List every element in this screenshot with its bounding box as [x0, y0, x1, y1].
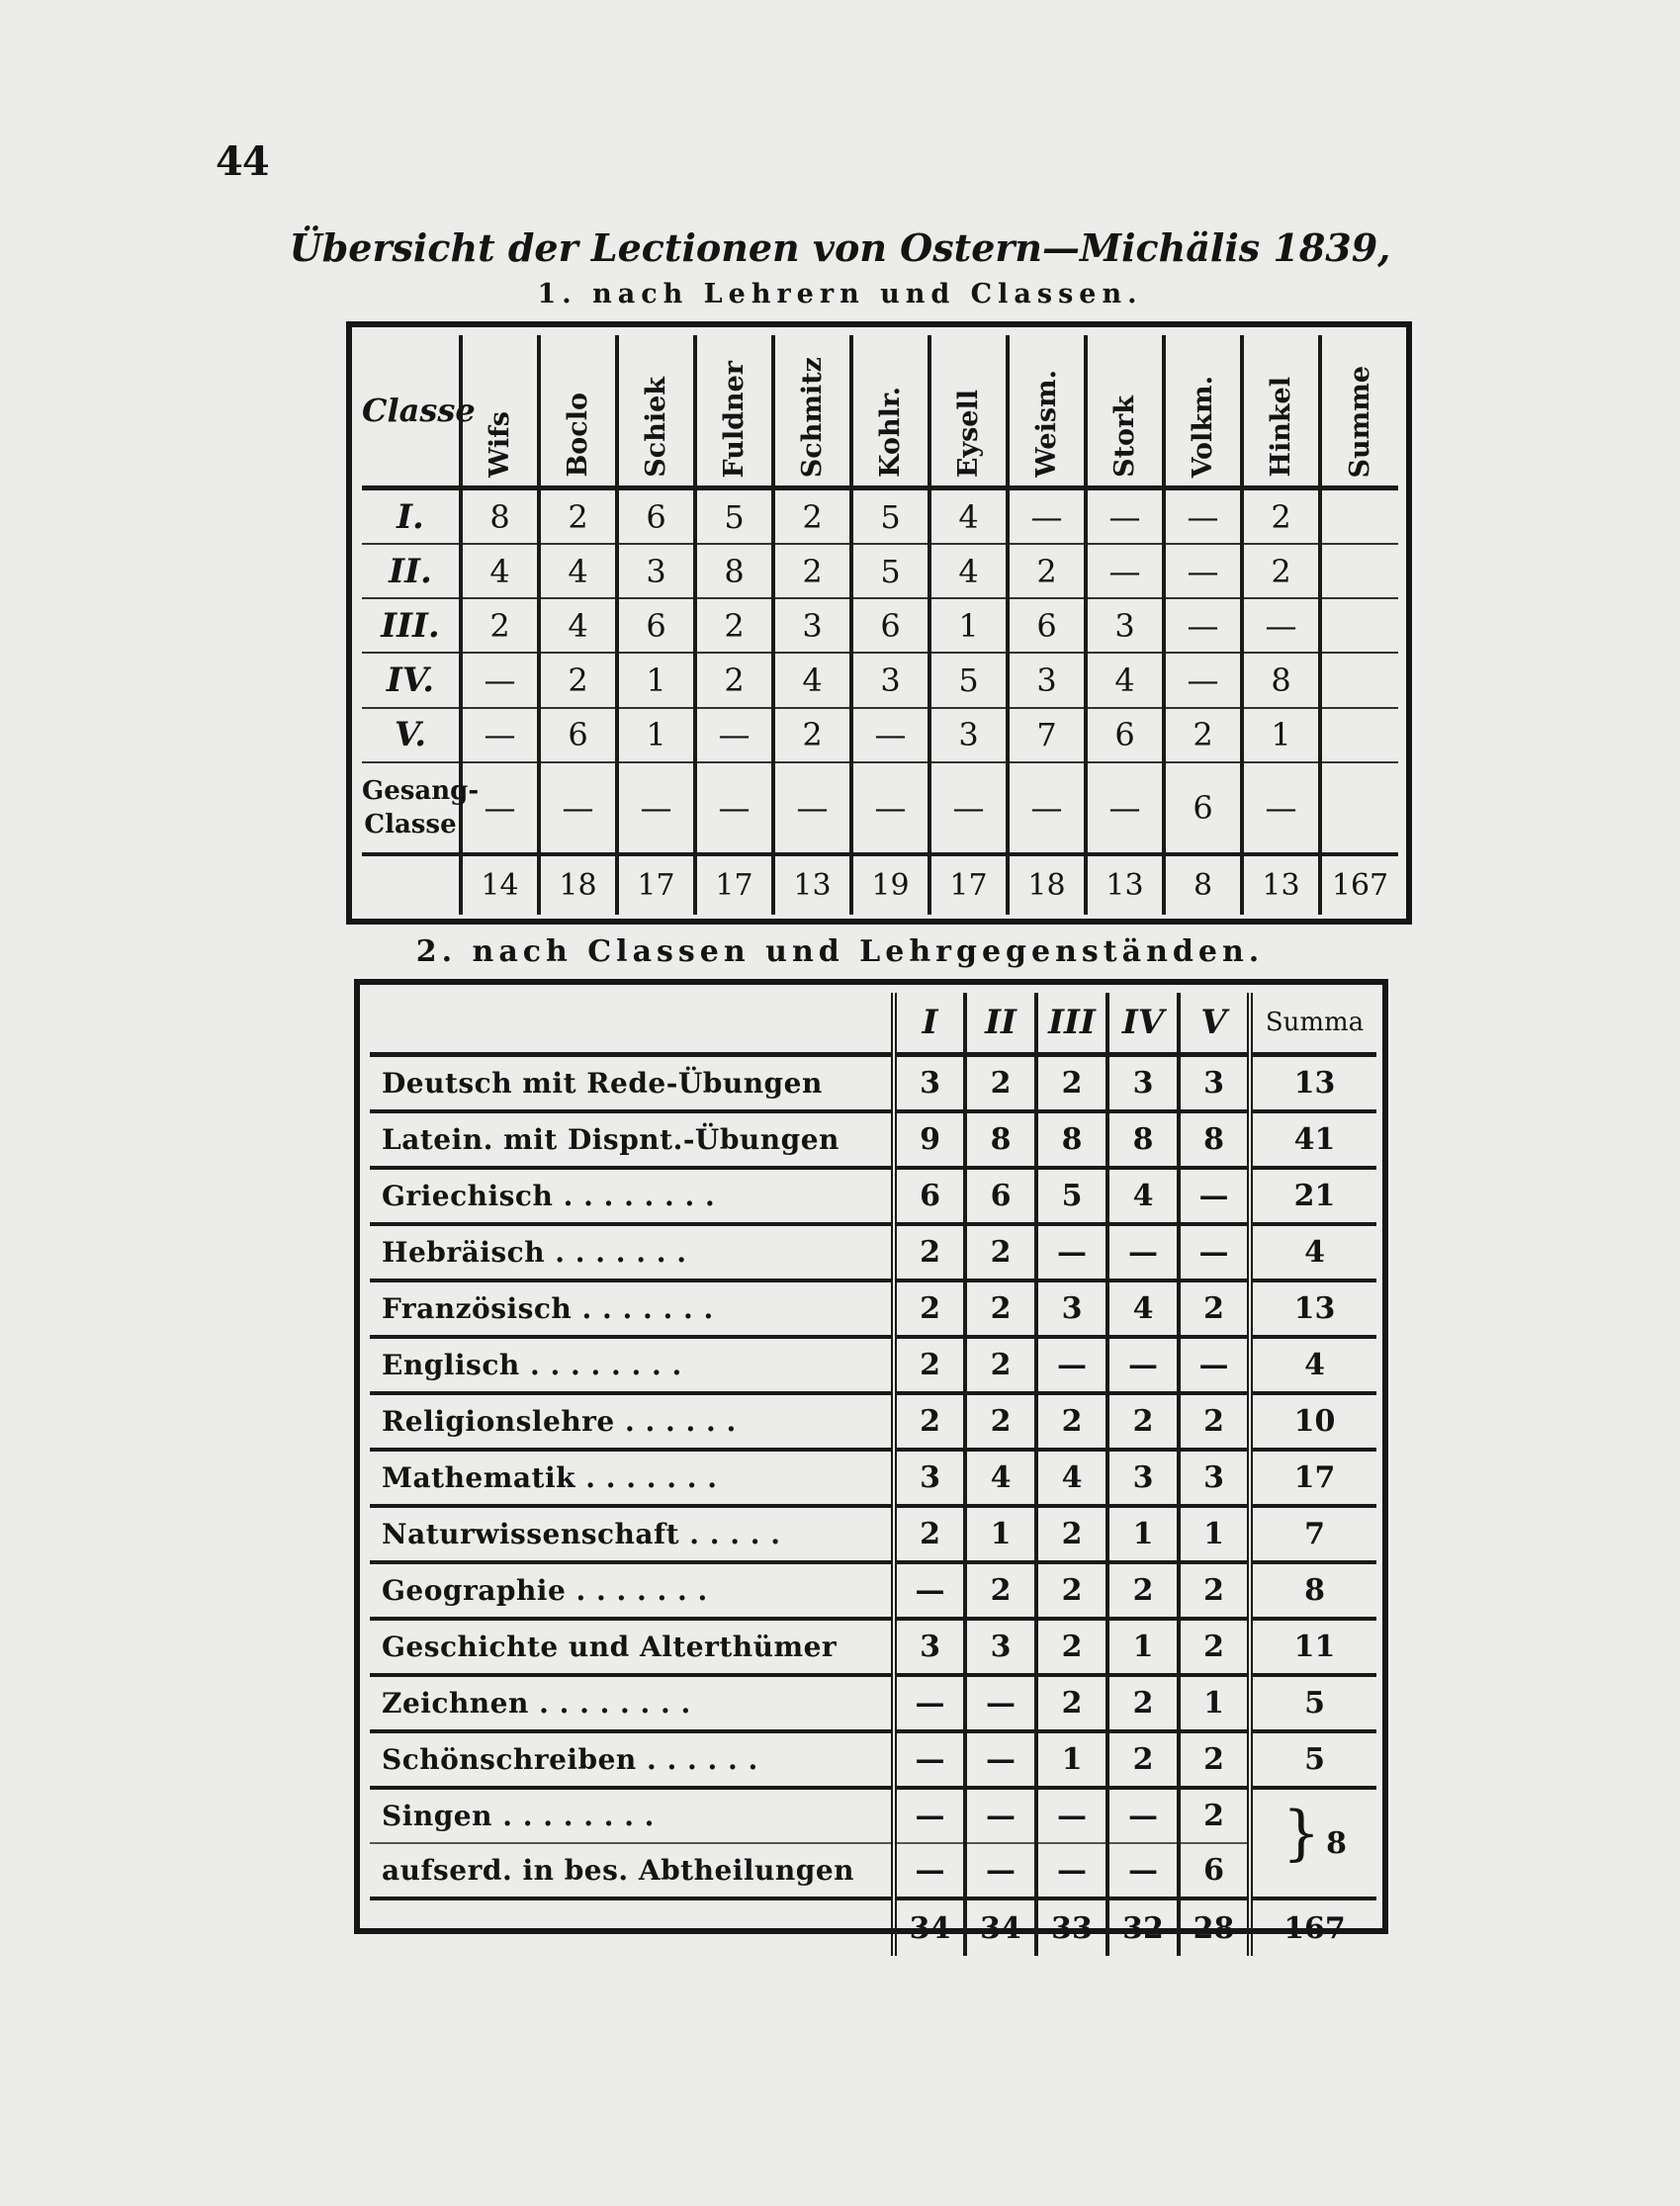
- table-cell: 6: [539, 708, 617, 762]
- table-cell: 1: [1107, 1619, 1179, 1675]
- table-cell: 9: [894, 1111, 965, 1168]
- subject-label: Hebräisch . . . . . . .: [370, 1224, 894, 1280]
- table-cell: 1: [1107, 1506, 1179, 1562]
- table-cell: —: [965, 1675, 1036, 1731]
- table-cell: 2: [773, 544, 851, 598]
- table-row: [362, 598, 1398, 653]
- class-header: III: [1036, 993, 1107, 1055]
- row-sum: 10: [1250, 1393, 1376, 1450]
- table-cell: 6: [1179, 1843, 1250, 1898]
- table-cell: —: [1036, 1843, 1107, 1898]
- table-cell: 3: [1086, 598, 1164, 653]
- table-cell: 5: [695, 488, 773, 545]
- table-cell: —: [1242, 762, 1320, 854]
- table-cell: —: [1008, 762, 1086, 854]
- totals-label: [370, 1898, 894, 1956]
- table-cell: —: [539, 762, 617, 854]
- table-cell: 7: [1008, 708, 1086, 762]
- subject-label: Geschichte und Alterthümer: [370, 1619, 894, 1675]
- subject-label: Zeichnen . . . . . . . .: [370, 1675, 894, 1731]
- table-cell: 2: [1242, 488, 1320, 545]
- table-cell: 8: [1036, 1111, 1107, 1168]
- class-header: V: [1179, 993, 1250, 1055]
- row-label: I.: [362, 488, 461, 545]
- table-cell: 4: [929, 488, 1008, 545]
- table-cell: 2: [1036, 1675, 1107, 1731]
- table-cell: 2: [1179, 1788, 1250, 1843]
- table-cell: 2: [1179, 1619, 1250, 1675]
- table-cell: —: [894, 1843, 965, 1898]
- table-cell: 6: [617, 488, 695, 545]
- table-row: [370, 1731, 1376, 1788]
- table-cell: —: [1179, 1337, 1250, 1393]
- table-cell: —: [1008, 488, 1086, 545]
- table-cell: 1: [929, 598, 1008, 653]
- table-row: [370, 1280, 1376, 1337]
- table-cell: 8: [1242, 653, 1320, 707]
- table-cell: —: [1179, 1168, 1250, 1224]
- classe-header: Classe: [362, 335, 461, 488]
- row-sum: 41: [1250, 1111, 1376, 1168]
- row-label: [362, 854, 461, 915]
- table-row: [370, 1619, 1376, 1675]
- teacher-header: Volkm.: [1164, 335, 1242, 488]
- table-cell: 1: [965, 1506, 1036, 1562]
- table-row: [362, 854, 1398, 915]
- table-cell: 4: [539, 598, 617, 653]
- table-cell: 2: [695, 598, 773, 653]
- table-cell: 2: [894, 1337, 965, 1393]
- table-row: [370, 1337, 1376, 1393]
- teacher-header: Schiek: [617, 335, 695, 488]
- table-cell: 2: [1036, 1393, 1107, 1450]
- table-cell: —: [1164, 653, 1242, 707]
- summa-header: Summa: [1250, 993, 1376, 1055]
- lessons-by-subject-table: [354, 979, 1388, 1946]
- table-cell: 8: [695, 544, 773, 598]
- table-cell: 8: [461, 488, 539, 545]
- lessons-by-teacher-table: [346, 321, 1412, 925]
- table-cell: 2: [1107, 1675, 1179, 1731]
- table-cell: —: [965, 1731, 1036, 1788]
- table-cell: 2: [539, 488, 617, 545]
- merged-sum-value: 8: [1326, 1825, 1348, 1861]
- row-sum: 17: [1250, 1450, 1376, 1506]
- table-cell: 3: [617, 544, 695, 598]
- table-cell: 167: [1320, 854, 1398, 915]
- table-row: [362, 488, 1398, 545]
- table-cell: —: [773, 762, 851, 854]
- table-cell: 1: [1242, 708, 1320, 762]
- table-row: [362, 762, 1398, 854]
- teacher-header: Wifs: [461, 335, 539, 488]
- table-row: [362, 708, 1398, 762]
- row-sum: 4: [1250, 1224, 1376, 1280]
- table-cell: 2: [894, 1506, 965, 1562]
- table-cell: 17: [617, 854, 695, 915]
- page-title: Übersicht der Lectionen von Ostern—Michälis 1839,: [289, 225, 1391, 270]
- table-cell: —: [1107, 1788, 1179, 1843]
- table-cell: 13: [1242, 854, 1320, 915]
- subject-label: Singen . . . . . . . .: [370, 1788, 894, 1843]
- row-sum: 8: [1250, 1562, 1376, 1619]
- table-cell: 2: [965, 1224, 1036, 1280]
- table-cell: 4: [1107, 1168, 1179, 1224]
- row-label: V.: [362, 708, 461, 762]
- total-cell: 28: [1179, 1898, 1250, 1956]
- table-cell: [1320, 708, 1398, 762]
- table-cell: [1320, 544, 1398, 598]
- table-row: [370, 1168, 1376, 1224]
- class-header: IV: [1107, 993, 1179, 1055]
- table-cell: —: [894, 1675, 965, 1731]
- table-row: [370, 1675, 1376, 1731]
- row-label: II.: [362, 544, 461, 598]
- table-cell: 17: [929, 854, 1008, 915]
- table-cell: 3: [1179, 1055, 1250, 1112]
- teacher-header: Eysell: [929, 335, 1008, 488]
- total-cell: 34: [965, 1898, 1036, 1956]
- total-cell: 32: [1107, 1898, 1179, 1956]
- row-sum: 11: [1250, 1619, 1376, 1675]
- teacher-header: Stork: [1086, 335, 1164, 488]
- table-cell: —: [1179, 1224, 1250, 1280]
- table-cell: 6: [1086, 708, 1164, 762]
- table-cell: 4: [539, 544, 617, 598]
- table-cell: 2: [1036, 1055, 1107, 1112]
- table-cell: —: [461, 762, 539, 854]
- table-cell: —: [1107, 1843, 1179, 1898]
- table1-subtitle: 1. nach Lehrern und Classen.: [537, 279, 1143, 309]
- table-row: [362, 653, 1398, 707]
- table-cell: 19: [851, 854, 929, 915]
- table-cell: 4: [773, 653, 851, 707]
- table-cell: 4: [965, 1450, 1036, 1506]
- table-cell: 2: [695, 653, 773, 707]
- table-cell: [1320, 488, 1398, 545]
- table-cell: —: [965, 1843, 1036, 1898]
- teacher-header: Kohlr.: [851, 335, 929, 488]
- table-cell: 2: [965, 1055, 1036, 1112]
- table-cell: —: [1086, 762, 1164, 854]
- brace-symbol: }: [1282, 1798, 1321, 1868]
- table-cell: 2: [539, 653, 617, 707]
- row-sum: 13: [1250, 1055, 1376, 1112]
- table-cell: 2: [965, 1337, 1036, 1393]
- summe-header: Summe: [1320, 335, 1398, 488]
- table-cell: 13: [773, 854, 851, 915]
- table-cell: 2: [1008, 544, 1086, 598]
- table-cell: [1320, 653, 1398, 707]
- table-cell: 8: [1164, 854, 1242, 915]
- table-cell: 6: [965, 1168, 1036, 1224]
- table-cell: [1320, 598, 1398, 653]
- table-cell: 2: [1179, 1731, 1250, 1788]
- table-cell: —: [1242, 598, 1320, 653]
- table-row: [370, 1562, 1376, 1619]
- table-cell: —: [1036, 1224, 1107, 1280]
- row-sum: 5: [1250, 1675, 1376, 1731]
- table-cell: [1320, 762, 1398, 854]
- table-cell: 2: [894, 1393, 965, 1450]
- table-cell: 4: [1086, 653, 1164, 707]
- subject-label: Schönschreiben . . . . . .: [370, 1731, 894, 1788]
- totals-row: [370, 1898, 1376, 1956]
- table-cell: 2: [1036, 1562, 1107, 1619]
- total-cell: 33: [1036, 1898, 1107, 1956]
- subject-label: Englisch . . . . . . . .: [370, 1337, 894, 1393]
- table-cell: 3: [894, 1055, 965, 1112]
- table-cell: —: [461, 653, 539, 707]
- table-cell: —: [1164, 598, 1242, 653]
- row-sum: 13: [1250, 1280, 1376, 1337]
- table-cell: 6: [851, 598, 929, 653]
- table-cell: 18: [1008, 854, 1086, 915]
- table-row: [370, 1224, 1376, 1280]
- table-cell: 3: [894, 1450, 965, 1506]
- table-cell: 3: [851, 653, 929, 707]
- table-cell: 1: [617, 653, 695, 707]
- table-cell: 4: [461, 544, 539, 598]
- subject-label: Latein. mit Dispnt.-Übungen: [370, 1111, 894, 1168]
- table-cell: —: [1107, 1337, 1179, 1393]
- table-cell: 3: [894, 1619, 965, 1675]
- table-cell: 2: [965, 1280, 1036, 1337]
- table-cell: 2: [1164, 708, 1242, 762]
- subject-label: Naturwissenschaft . . . . .: [370, 1506, 894, 1562]
- row-sum: 5: [1250, 1731, 1376, 1788]
- table-cell: 6: [894, 1168, 965, 1224]
- table-cell: 1: [1179, 1675, 1250, 1731]
- table-cell: 5: [851, 544, 929, 598]
- row-label: III.: [362, 598, 461, 653]
- table-cell: 3: [1179, 1450, 1250, 1506]
- table-row: [362, 544, 1398, 598]
- row-sum: 21: [1250, 1168, 1376, 1224]
- table-cell: 4: [1036, 1450, 1107, 1506]
- table-cell: 2: [1242, 544, 1320, 598]
- subject-header: [370, 993, 894, 1055]
- table-cell: —: [894, 1562, 965, 1619]
- table2-subtitle: 2. nach Classen und Lehrgegenständen.: [415, 934, 1265, 969]
- table-cell: 5: [1036, 1168, 1107, 1224]
- table-cell: 18: [539, 854, 617, 915]
- subject-label: Französisch . . . . . . .: [370, 1280, 894, 1337]
- table-cell: —: [617, 762, 695, 854]
- table-cell: 8: [965, 1111, 1036, 1168]
- merged-row-sum: [1250, 1788, 1376, 1898]
- table-cell: 2: [1036, 1619, 1107, 1675]
- table-cell: 3: [1036, 1280, 1107, 1337]
- table-cell: 3: [965, 1619, 1036, 1675]
- table-cell: 3: [1107, 1055, 1179, 1112]
- subject-label: Deutsch mit Rede-Übungen: [370, 1055, 894, 1112]
- table-cell: 2: [1107, 1731, 1179, 1788]
- table-cell: 2: [965, 1562, 1036, 1619]
- table-cell: —: [1107, 1224, 1179, 1280]
- table-cell: —: [1036, 1788, 1107, 1843]
- table-cell: 3: [1008, 653, 1086, 707]
- table-cell: 3: [929, 708, 1008, 762]
- teacher-header: Weism.: [1008, 335, 1086, 488]
- table-cell: —: [929, 762, 1008, 854]
- table-cell: 2: [1179, 1562, 1250, 1619]
- table-cell: 17: [695, 854, 773, 915]
- table-cell: 2: [1179, 1393, 1250, 1450]
- total-cell: 34: [894, 1898, 965, 1956]
- table-cell: 6: [1008, 598, 1086, 653]
- table-cell: —: [1036, 1337, 1107, 1393]
- table-cell: 8: [1179, 1111, 1250, 1168]
- teacher-header: Boclo: [539, 335, 617, 488]
- table-cell: 2: [1179, 1280, 1250, 1337]
- table-cell: 2: [461, 598, 539, 653]
- table-cell: —: [1086, 488, 1164, 545]
- table-row: [370, 1111, 1376, 1168]
- table-cell: —: [894, 1731, 965, 1788]
- table-row: [370, 1788, 1376, 1843]
- subject-label: Geographie . . . . . . .: [370, 1562, 894, 1619]
- page-number: 44: [216, 138, 269, 185]
- row-sum: 4: [1250, 1337, 1376, 1393]
- class-header: I: [894, 993, 965, 1055]
- table-cell: 5: [929, 653, 1008, 707]
- table-cell: 2: [773, 488, 851, 545]
- table-cell: 1: [1179, 1506, 1250, 1562]
- table-cell: —: [695, 708, 773, 762]
- class-header: II: [965, 993, 1036, 1055]
- row-label: IV.: [362, 653, 461, 707]
- table-cell: 2: [1107, 1562, 1179, 1619]
- table-cell: 2: [773, 708, 851, 762]
- table-cell: 5: [851, 488, 929, 545]
- teacher-header: Fuldner: [695, 335, 773, 488]
- table-cell: 2: [965, 1393, 1036, 1450]
- table-cell: 4: [1107, 1280, 1179, 1337]
- grand-total: 167: [1250, 1898, 1376, 1956]
- table-cell: —: [894, 1788, 965, 1843]
- table-cell: —: [1164, 488, 1242, 545]
- table-cell: —: [965, 1788, 1036, 1843]
- row-label: Gesang- Classe: [362, 762, 461, 854]
- subject-label: aufserd. in bes. Abtheilungen: [370, 1843, 894, 1898]
- table-cell: —: [851, 708, 929, 762]
- table-cell: 2: [1107, 1393, 1179, 1450]
- table-row: [370, 1450, 1376, 1506]
- table-row: [370, 1506, 1376, 1562]
- table-cell: —: [461, 708, 539, 762]
- table-cell: 1: [617, 708, 695, 762]
- table-cell: 3: [1107, 1450, 1179, 1506]
- table-row: [370, 1843, 1376, 1898]
- row-sum: 7: [1250, 1506, 1376, 1562]
- subject-label: Griechisch . . . . . . . .: [370, 1168, 894, 1224]
- table-cell: 6: [617, 598, 695, 653]
- table-cell: 4: [929, 544, 1008, 598]
- table-cell: —: [851, 762, 929, 854]
- table-cell: 1: [1036, 1731, 1107, 1788]
- teacher-header: Hinkel: [1242, 335, 1320, 488]
- table-cell: 2: [894, 1280, 965, 1337]
- table-row: [370, 1055, 1376, 1112]
- table-cell: —: [1086, 544, 1164, 598]
- subject-label: Mathematik . . . . . . .: [370, 1450, 894, 1506]
- table-row: [370, 1393, 1376, 1450]
- table-cell: —: [1164, 544, 1242, 598]
- table-cell: 14: [461, 854, 539, 915]
- teacher-header: Schmitz: [773, 335, 851, 488]
- table-cell: 6: [1164, 762, 1242, 854]
- table-cell: 2: [1036, 1506, 1107, 1562]
- table-cell: 2: [894, 1224, 965, 1280]
- subject-label: Religionslehre . . . . . .: [370, 1393, 894, 1450]
- table-cell: 8: [1107, 1111, 1179, 1168]
- table-cell: —: [695, 762, 773, 854]
- table-cell: 13: [1086, 854, 1164, 915]
- table-cell: 3: [773, 598, 851, 653]
